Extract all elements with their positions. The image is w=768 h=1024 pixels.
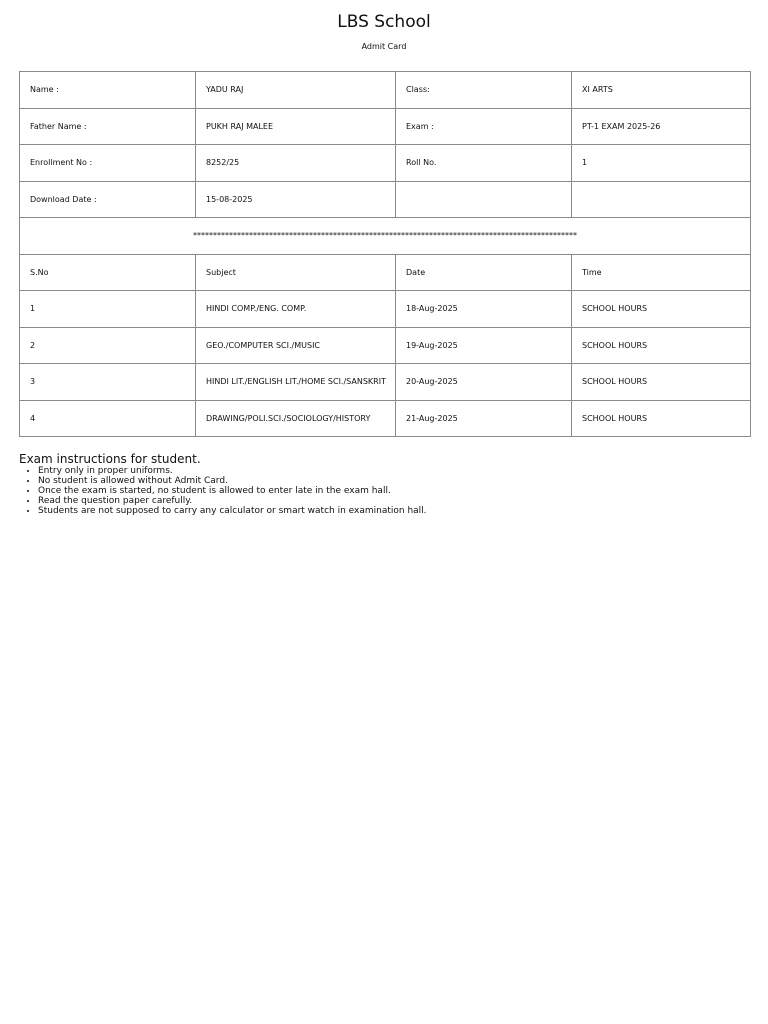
table-row	[20, 327, 751, 364]
field-label: Father Name :	[20, 108, 196, 145]
date-cell: 19-Aug-2025	[396, 327, 572, 364]
student-info-row	[20, 181, 751, 218]
list-item: • No student is allowed without Admit Card.	[38, 476, 427, 486]
field-value: 8252/25	[196, 145, 396, 182]
school-name: LBS School	[337, 12, 431, 32]
date-cell: 18-Aug-2025	[396, 291, 572, 328]
admit-card-table	[19, 71, 751, 437]
column-header-date: Date	[396, 254, 572, 291]
subject-cell: DRAWING/POLI.SCI./SOCIOLOGY/HISTORY	[196, 400, 396, 437]
field-label: Enrollment No :	[20, 145, 196, 182]
field-value: YADU RAJ	[196, 72, 396, 109]
student-info-row	[20, 145, 751, 182]
time-cell: SCHOOL HOURS	[572, 291, 751, 328]
instructions-list	[19, 466, 427, 516]
instructions-heading: Exam instructions for student.	[19, 452, 201, 466]
field-label: Class:	[396, 72, 572, 109]
column-header-time: Time	[572, 254, 751, 291]
time-cell: SCHOOL HOURS	[572, 364, 751, 401]
list-item: • Once the exam is started, no student is allowed to enter late in the exam hall.	[38, 486, 427, 496]
field-value: 1	[572, 145, 751, 182]
field-value: PT-1 EXAM 2025-26	[572, 108, 751, 145]
schedule-header-row	[20, 254, 751, 291]
table-row	[20, 364, 751, 401]
list-item: • Entry only in proper uniforms.	[38, 466, 427, 476]
document-subtitle: Admit Card	[361, 42, 407, 51]
empty-cell	[396, 181, 572, 218]
column-header-subject: Subject	[196, 254, 396, 291]
list-item: • Read the question paper carefully.	[38, 496, 427, 506]
field-label: Download Date :	[20, 181, 196, 218]
subject-cell: HINDI COMP./ENG. COMP.	[196, 291, 396, 328]
sno-cell: 3	[20, 364, 196, 401]
field-value: XI ARTS	[572, 72, 751, 109]
student-info-row	[20, 72, 751, 109]
sno-cell: 2	[20, 327, 196, 364]
list-item: • Students are not supposed to carry any calculator or smart watch in examination hall.	[38, 506, 427, 516]
time-cell: SCHOOL HOURS	[572, 327, 751, 364]
date-cell: 20-Aug-2025	[396, 364, 572, 401]
separator-stars: ************************************************************************************************	[20, 218, 751, 255]
date-cell: 21-Aug-2025	[396, 400, 572, 437]
time-cell: SCHOOL HOURS	[572, 400, 751, 437]
sno-cell: 4	[20, 400, 196, 437]
column-header-sno: S.No	[20, 254, 196, 291]
sno-cell: 1	[20, 291, 196, 328]
student-info-row	[20, 108, 751, 145]
field-label: Name :	[20, 72, 196, 109]
separator-row	[20, 218, 751, 255]
field-label: Exam :	[396, 108, 572, 145]
field-label: Roll No.	[396, 145, 572, 182]
table-row	[20, 400, 751, 437]
field-value: PUKH RAJ MALEE	[196, 108, 396, 145]
subject-cell: GEO./COMPUTER SCI./MUSIC	[196, 327, 396, 364]
table-row	[20, 291, 751, 328]
empty-cell	[572, 181, 751, 218]
subject-cell: HINDI LIT./ENGLISH LIT./HOME SCI./SANSKRIT	[196, 364, 396, 401]
field-value: 15-08-2025	[196, 181, 396, 218]
